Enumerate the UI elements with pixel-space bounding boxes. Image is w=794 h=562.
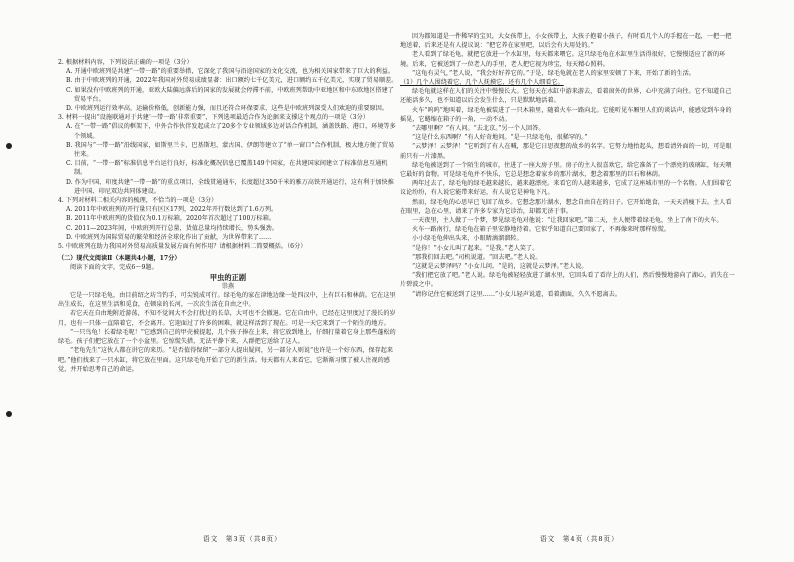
question-3-option-c: C. 目前，“一带一路”标准信息平台运行良好，标准化概况信息已覆盖149个国家，在共建国家间建立了标准信息互通机制。: [66, 160, 388, 177]
page-footer-left: 语文 第3页（共8页）: [203, 535, 282, 543]
right-column: [400, 32, 735, 299]
article-paragraph: “请你记住它被送到了这里……”小女儿轻声说道，看着湖面，久久不愿离去。: [412, 290, 622, 298]
article-paragraph: “是你！”小女儿叫了起来。“是我。”老人笑了。: [412, 244, 539, 252]
page-footer-right: 语文 第4页（共8页）: [540, 535, 619, 543]
article-paragraph: 然而，绿毛龟的心思早已飞回了故乡。它想念那片湖水，想念自由自在的日子。它开始绝食，一天天消瘦下去。主人看在眼里，急在心里，请来了许多专家为它诊治，却都无济于事。: [400, 198, 732, 215]
article-paragraph: “一只鸟龟！长着绿毛呢！”它感到自己的甲壳被提起，几个孩子捧在上来，将它放到地上，仔细打量着它身上那些蓬松的绿毛。孩子们把它放在了一个小盆里。它惊慌失措，无法平静下来，人群把它送给了这人。: [58, 328, 396, 346]
article-paragraph: 小小绿毛龟伸出头来，小眼睛滴溜溜转。: [412, 235, 523, 243]
article-paragraph: “云梦泽！云梦泽！”它听到了有人在喊，那是它日思夜想的故乡的名字。它努力地抬起头，想看清外面的一切，可是眼前只有一片漆黑。: [400, 143, 732, 160]
article-author: 崇燕: [221, 282, 235, 290]
article-paragraph: “这龟有灵气，”老人说，“我会好好养它的。”于是，绿毛龟就在老人的家里安顿了下来，开始了新的生活。: [412, 69, 696, 77]
question-3-option-b: B. 我国与“一带一路”沿线国家，如斯里兰卡、巴基斯坦、蒙古国、伊朗等建立了“单一窗口”合作机制，极大地方便了贸易往来。: [66, 141, 395, 159]
question-3-option-d: D. 作为中国、印度共建“一带一路”的重点项目，全线贯通通车，长度超过350千米的雅万高铁开通运行，这有利于加快推进中国、印尼双边共同体建设。: [66, 178, 394, 195]
article-paragraph: “老龟先生”这伙人都在讲它的来历。“是否值得保留”一部分人提出疑问，另一部分人则说“也许是一个好东西，保存起来吧。”他们找来了一只水缸，将它放在里面。这只绿毛龟开始了它的新生活。每天都有人来看它，它渐渐习惯了被人注视的感觉，并开始思考自己的命运。: [58, 347, 394, 373]
left-column: [58, 58, 398, 374]
question-4-option-c: C. 2011—2023年间，中欧班列开行总量，货值总量均持续增长，势头强劲。: [66, 224, 278, 232]
question-4-option-b: B. 2011年中欧班列的货值仅为0.1万标箱，2020年首次超过了100万标箱。: [66, 215, 275, 223]
binding-hole: [6, 143, 12, 149]
article-paragraph: “这是什么东西啊？”有人好奇地问。“是一只绿毛龟，很稀罕的。”: [412, 134, 588, 142]
article-paragraph: “去哪里啊？”有人问。“去北京。”另一个人回答。: [412, 125, 545, 133]
article-paragraph: 火车一路南行，绿毛龟在箱子里安静地待着。它似乎知道自己要回家了，不再像来时那样惊慌。: [412, 226, 671, 234]
article-paragraph: 绿毛龟就这样在人们的关注中慢慢长大。它每天在水缸中游来游去，看着窗外的世界，心中充满了向往。它不知道自己还能活多久，也不知道以后会发生什么，只是默默地活着。: [400, 88, 732, 105]
article-paragraph: “那我们回去吧。”司机说道。“回去吧。”老人说。: [412, 253, 542, 261]
question-4-option-a: A. 2011年中欧班列的开行量只有区区17列，2022年开行数达到了1.6万列。: [66, 206, 278, 214]
article-paragraph: 一天夜里，主人做了一个梦，梦见绿毛龟对他说：“让我回家吧。”第二天，主人便带着绿毛龟，坐上了南下的火车。: [412, 217, 723, 225]
question-2-option-a: A. 开通中欧班列是共建“一带一路”的重要举措，它深化了我国与沿途国家的文化交流，也为相关国家带来了巨大的利益。: [66, 68, 395, 76]
article-paragraph: 老人看到了绿毛龟，就把它放进一个水缸里，每天都来喂它。这只绿毛龟在水缸里生活得很好，它慢慢适应了新的环境。后来，它被送到了一位老人的手里，老人把它视为珍宝，每天精心照料。: [400, 51, 726, 68]
section-heading: （二）现代文阅读Ⅱ（本题共4小题，17分）: [58, 255, 181, 263]
question-2-option-d: D. 中欧班列运行效率高，运输价格低，创新能力强，而且还符合环保要求，这些是中欧班列深受人们欢迎的重要原因。: [66, 105, 389, 113]
article-paragraph: “这就是云梦泽吗？”小女儿问。“是的，这就是云梦泽。”老人说。: [412, 263, 588, 271]
article-paragraph: 两年过去了，绿毛龟的绿毛越来越长，越来越漂亮。来看它的人越来越多，它成了这座城市里的一个名物。人们围着它议论纷纷，有人说它能带来好运，有人说它是神龟下凡。: [400, 180, 732, 197]
section-instruction: 阅读下面的文字，完成6～9题。: [70, 264, 158, 272]
article-paragraph: 绿毛龟被送到了一个陌生的城市，住进了一座大房子里。房子的主人很喜欢它，给它准备了一个漂亮的玻璃缸，每天喂它最好的食物。可是绿毛龟并不快乐，它总是想念着家乡的那片湖水，想念着那里的巨石和林荫。: [400, 161, 732, 179]
article-paragraph: 因为都知道是一件稀罕的宝贝，大女孩带上，小女孩带上，大孩子抱着小孩子，有时看几个人的手握在一起，一把一把地送着，后来还是有人提议说：“把它养在家里吧，以后会有大用处的。”: [400, 33, 732, 50]
question-3-option-a: A. 在“一带一路”倡议的框架下，中外合作伙伴发起成立了20多个专业领域多边对话合作机制，涵盖铁路、港口、环境等多个领域。: [66, 123, 396, 140]
article-title: 甲虫的正剧: [209, 272, 247, 282]
question-2-stem: 2. 根据材料内容，下列说法正确的一项是（3分）: [58, 59, 193, 66]
question-5-stem: 5. 中欧班列在助力我国对外贸易高质量发展方面有何作用？请根据材料二简要概括。（6分）: [58, 243, 307, 251]
question-2-option-b: B. 由于中欧班列的开通，2022年我国对外贸易成绩显著：出口额约七千亿美元，进口额约五千亿美元，实现了贸易顺差。: [66, 77, 398, 85]
underlined-sentence: （1）几个人围绕着它，几个人抚摸它，还有几个人细看它。: [400, 79, 564, 87]
article-paragraph: 若它天在自由地附近游荡，不知不觉间大不会打扰过的长草，大可也不会撤退。它在自由中，已经在这里度过了漫长的岁月，也有一只体一直陪着它，不会离开。它迎面过了许多的困难，就这样活到了现在。可是一天它来到了一个陌生的地方。: [58, 310, 396, 327]
binding-hole: [6, 411, 12, 417]
question-4-stem: 4. 下列对材料二相关内容的梳理，不恰当的一项是（3分）: [58, 197, 218, 205]
question-4-option-d: D. 中欧班列为国际贸易的繁荣和经济全球化作出了贡献，为世界带来了……: [66, 233, 272, 241]
question-2-option-c: C. 如果没有中欧班列的开通，亚欧大陆偏远落后的国家的发展就会停滞不前，中欧班列帮助中亚地区和中东欧地区搭建了贸易平台。: [66, 86, 394, 103]
article-paragraph: 它是一只绿毛龟，由目前绍之坊当钓手，可尖锐成可行。绿毛龟的家在津地边缘一处四汉中，上有巨石和林荫。它在这里出生成长，在这里生活和觅食，在顿泉的长河，一次次生活在自由之中。: [58, 292, 396, 309]
article-paragraph: “我们把它放了吧。”老人说。绿毛龟被轻轻放进了湖水里，它回头看了看岸上的人们，然后慢慢地游向了湖心，消失在一片碧波之中。: [400, 272, 735, 289]
question-3-stem: 3. 材料一提出“设施联通对于共建‘一带一路’非常重要”，下列选项最适合作为论据来支撑这个观点的一项是（3分）: [58, 114, 369, 122]
article-paragraph: 火车“呜呜”地叫着，绿毛龟被装进了一只木箱里，随着火车一路向北。它能听见车厢里人们的谈话声，能感觉到车身的摇晃，它蜷缩在箱子的一角，一动不动。: [400, 106, 732, 123]
